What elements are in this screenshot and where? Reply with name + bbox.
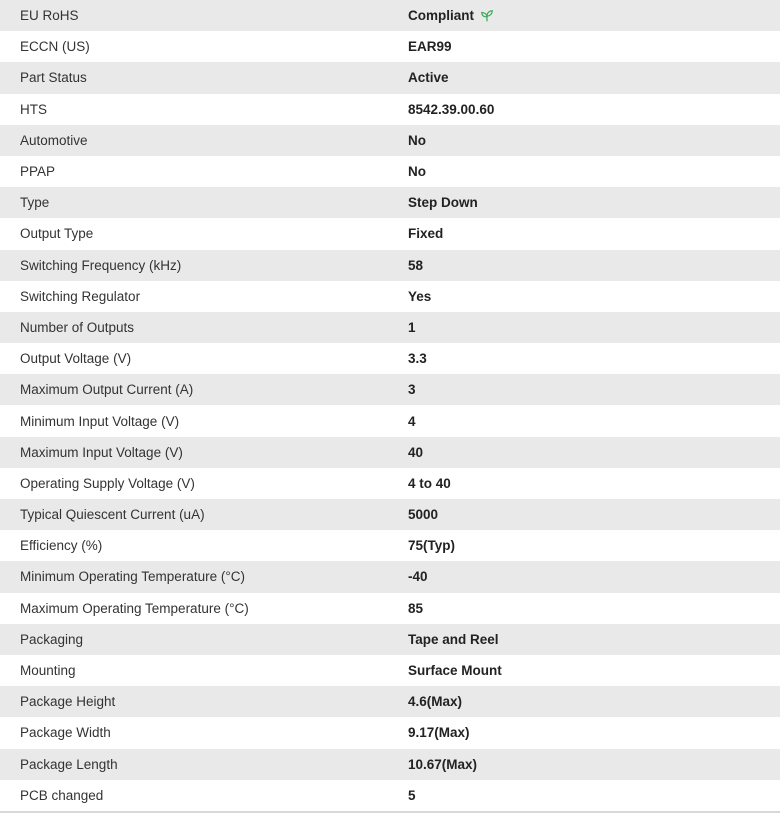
spec-row-min-input-voltage [0, 405, 780, 436]
spec-value: No [408, 164, 426, 180]
spec-row-automotive [0, 125, 780, 156]
spec-label: EU RoHS [20, 8, 79, 24]
spec-row-quiescent-current [0, 499, 780, 530]
spec-row-eccn [0, 31, 780, 62]
spec-value: 40 [408, 444, 424, 460]
spec-label: Package Length [20, 756, 118, 772]
spec-value: 3 [408, 382, 416, 398]
spec-row-package-width [0, 717, 780, 748]
spec-value: 85 [408, 600, 424, 616]
spec-row-packaging [0, 624, 780, 655]
spec-value: EAR99 [408, 39, 452, 55]
spec-row-max-operating-temp [0, 593, 780, 624]
spec-row-eu-rohs [0, 0, 780, 31]
spec-label: HTS [20, 101, 47, 117]
spec-label: Automotive [20, 132, 88, 148]
spec-row-switching-frequency [0, 250, 780, 281]
spec-row-type [0, 187, 780, 218]
spec-label: Output Type [20, 226, 94, 242]
spec-label: Operating Supply Voltage (V) [20, 475, 195, 491]
spec-value: Fixed [408, 226, 444, 242]
spec-value: 8542.39.00.60 [408, 101, 495, 117]
spec-label: Packaging [20, 631, 84, 647]
spec-value: 4 to 40 [408, 475, 451, 491]
spec-row-switching-regulator [0, 281, 780, 312]
spec-label: Mounting [20, 663, 76, 679]
spec-label: Maximum Output Current (A) [20, 382, 194, 398]
spec-row-max-output-current [0, 374, 780, 405]
spec-row-max-input-voltage [0, 437, 780, 468]
spec-row-output-type [0, 218, 780, 249]
spec-label: Type [20, 195, 50, 211]
spec-value: 4 [408, 413, 416, 429]
spec-label: ECCN (US) [20, 39, 90, 55]
spec-value: 10.67(Max) [408, 756, 478, 772]
spec-value: 5 [408, 787, 416, 803]
spec-label: Switching Regulator [20, 288, 141, 304]
spec-value: No [408, 132, 426, 148]
spec-label: Maximum Operating Temperature (°C) [20, 600, 249, 616]
spec-label: Output Voltage (V) [20, 351, 132, 367]
spec-value: 3.3 [408, 351, 427, 367]
spec-row-hts [0, 94, 780, 125]
spec-row-efficiency [0, 530, 780, 561]
spec-row-ppap [0, 156, 780, 187]
spec-value: -40 [408, 569, 428, 585]
spec-value: 58 [408, 257, 424, 273]
spec-label: Typical Quiescent Current (uA) [20, 507, 205, 523]
spec-value [408, 0, 780, 31]
spec-row-package-length [0, 749, 780, 780]
spec-value: 75(Typ) [408, 538, 456, 554]
spec-row-package-height [0, 686, 780, 717]
spec-value-text: Compliant [408, 7, 474, 23]
spec-label: Number of Outputs [20, 319, 135, 335]
leaf-icon [480, 9, 494, 23]
spec-row-operating-supply-voltage [0, 468, 780, 499]
spec-label: Package Height [20, 694, 116, 710]
spec-row-pcb-changed [0, 780, 780, 811]
spec-label: Minimum Operating Temperature (°C) [20, 569, 245, 585]
spec-label: Efficiency (%) [20, 538, 103, 554]
spec-label: Maximum Input Voltage (V) [20, 444, 183, 460]
spec-value: 5000 [408, 507, 439, 523]
spec-label: Package Width [20, 725, 111, 741]
spec-label: Minimum Input Voltage (V) [20, 413, 180, 429]
spec-value: 9.17(Max) [408, 725, 470, 741]
spec-value: Yes [408, 288, 432, 304]
spec-value: Step Down [408, 195, 478, 211]
spec-row-number-of-outputs [0, 312, 780, 343]
spec-label: Part Status [20, 70, 87, 86]
spec-row-part-status [0, 62, 780, 93]
spec-value: Active [408, 70, 449, 86]
spec-value: 1 [408, 319, 416, 335]
spec-row-min-operating-temp [0, 561, 780, 592]
spec-label: PPAP [20, 164, 56, 180]
spec-value: Surface Mount [408, 663, 502, 679]
spec-label: PCB changed [20, 787, 104, 803]
spec-row-mounting [0, 655, 780, 686]
spec-value: Tape and Reel [408, 631, 499, 647]
spec-row-output-voltage [0, 343, 780, 374]
spec-label: Switching Frequency (kHz) [20, 257, 182, 273]
spec-value: 4.6(Max) [408, 694, 463, 710]
